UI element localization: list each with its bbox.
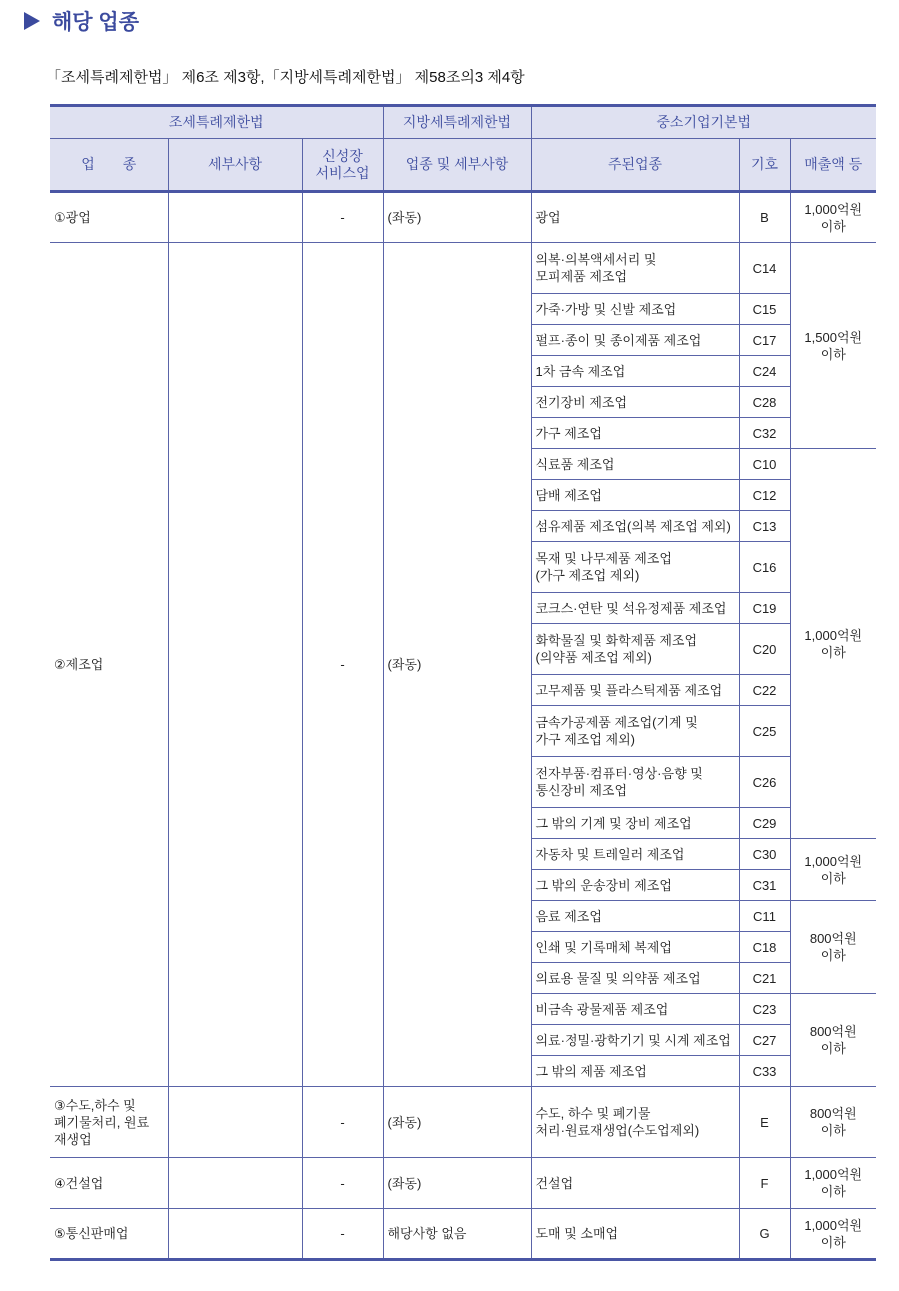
table-row (50, 192, 876, 243)
code-cell: C13 (739, 511, 790, 542)
sales-cell: 1,000억원 이하 (790, 1209, 876, 1260)
sales-cell: 1,000억원 이하 (790, 1158, 876, 1209)
triangle-bullet-icon (24, 12, 40, 30)
header-group-local: 지방세특례제한법 (383, 106, 531, 139)
main-industry-cell: 목재 및 나무제품 제조업 (가구 제조업 제외) (531, 542, 739, 593)
main-industry-cell: 가죽·가방 및 신발 제조업 (531, 294, 739, 325)
industry-cell: ④건설업 (50, 1158, 168, 1209)
main-industry-cell: 담배 제조업 (531, 480, 739, 511)
code-cell: F (739, 1158, 790, 1209)
detail-cell (168, 243, 302, 1087)
code-cell: G (739, 1209, 790, 1260)
header-local: 업종 및 세부사항 (383, 139, 531, 192)
header-sales: 매출액 등 (790, 139, 876, 192)
main-industry-cell: 의료용 물질 및 의약품 제조업 (531, 963, 739, 994)
sales-cell: 800억원 이하 (790, 994, 876, 1087)
detail-cell (168, 192, 302, 243)
main-industry-cell: 자동차 및 트레일러 제조업 (531, 839, 739, 870)
local-cell: (좌동) (383, 1087, 531, 1158)
detail-cell (168, 1209, 302, 1260)
code-cell: E (739, 1087, 790, 1158)
new-growth-cell: - (302, 1209, 383, 1260)
sales-cell: 800억원 이하 (790, 901, 876, 994)
main-industry-cell: 그 밖의 운송장비 제조업 (531, 870, 739, 901)
main-industry-cell: 1차 금속 제조업 (531, 356, 739, 387)
main-industry-cell: 가구 제조업 (531, 418, 739, 449)
section-title-text: 해당 업종 (52, 11, 139, 34)
sales-cell: 1,000억원 이하 (790, 839, 876, 901)
sales-cell: 1,000억원 이하 (790, 449, 876, 839)
main-industry-cell: 그 밖의 기계 및 장비 제조업 (531, 808, 739, 839)
code-cell: C10 (739, 449, 790, 480)
main-industry-cell: 화학물질 및 화학제품 제조업 (의약품 제조업 제외) (531, 624, 739, 675)
new-growth-cell: - (302, 192, 383, 243)
section-title (24, 6, 139, 36)
header-code: 기호 (739, 139, 790, 192)
code-cell: C18 (739, 932, 790, 963)
detail-cell (168, 1087, 302, 1158)
code-cell: C11 (739, 901, 790, 932)
main-industry-cell: 비금속 광물제품 제조업 (531, 994, 739, 1025)
main-industry-cell: 전기장비 제조업 (531, 387, 739, 418)
legal-basis: 「조세특례제한법」 제6조 제3항,「지방세특례제한법」 제58조의3 제4항 (46, 69, 525, 86)
code-cell: C27 (739, 1025, 790, 1056)
code-cell: C12 (739, 480, 790, 511)
header-detail: 세부사항 (168, 139, 302, 192)
main-industry-cell: 광업 (531, 192, 739, 243)
code-cell: C21 (739, 963, 790, 994)
code-cell: C29 (739, 808, 790, 839)
header-group-sme: 중소기업기본법 (531, 106, 876, 139)
code-cell: C33 (739, 1056, 790, 1087)
sales-cell: 1,500억원 이하 (790, 243, 876, 449)
table-row (50, 243, 876, 294)
code-cell: C26 (739, 757, 790, 808)
code-cell: C14 (739, 243, 790, 294)
main-industry-cell: 건설업 (531, 1158, 739, 1209)
main-industry-cell: 수도, 하수 및 폐기물 처리·원료재생업(수도업제외) (531, 1087, 739, 1158)
code-cell: C32 (739, 418, 790, 449)
new-growth-cell: - (302, 1087, 383, 1158)
local-cell: (좌동) (383, 1158, 531, 1209)
code-cell: C16 (739, 542, 790, 593)
main-industry-cell: 섬유제품 제조업(의복 제조업 제외) (531, 511, 739, 542)
industry-cell: ③수도,하수 및 폐기물처리, 원료 재생업 (50, 1087, 168, 1158)
code-cell: C15 (739, 294, 790, 325)
code-cell: C22 (739, 675, 790, 706)
industry-cell: ⑤통신판매업 (50, 1209, 168, 1260)
code-cell: C28 (739, 387, 790, 418)
code-cell: C19 (739, 593, 790, 624)
code-cell: C23 (739, 994, 790, 1025)
main-industry-cell: 그 밖의 제품 제조업 (531, 1056, 739, 1087)
new-growth-cell: - (302, 243, 383, 1087)
main-industry-cell: 펄프·종이 및 종이제품 제조업 (531, 325, 739, 356)
code-cell: C17 (739, 325, 790, 356)
table-row (50, 1209, 876, 1260)
industry-cell: ①광업 (50, 192, 168, 243)
local-cell: (좌동) (383, 192, 531, 243)
main-industry-cell: 금속가공제품 제조업(기계 및 가구 제조업 제외) (531, 706, 739, 757)
main-industry-cell: 음료 제조업 (531, 901, 739, 932)
detail-cell (168, 1158, 302, 1209)
main-industry-cell: 전자부품·컴퓨터·영상·음향 및 통신장비 제조업 (531, 757, 739, 808)
header-main: 주된업종 (531, 139, 739, 192)
header-group-tax: 조세특례제한법 (50, 106, 383, 139)
main-industry-cell: 고무제품 및 플라스틱제품 제조업 (531, 675, 739, 706)
main-industry-cell: 식료품 제조업 (531, 449, 739, 480)
code-cell: C20 (739, 624, 790, 675)
main-industry-cell: 인쇄 및 기록매체 복제업 (531, 932, 739, 963)
table-row (50, 1087, 876, 1158)
main-industry-cell: 도매 및 소매업 (531, 1209, 739, 1260)
table-row (50, 1158, 876, 1209)
code-cell: B (739, 192, 790, 243)
main-industry-cell: 코크스·연탄 및 석유정제품 제조업 (531, 593, 739, 624)
main-industry-cell: 의복·의복액세서리 및 모피제품 제조업 (531, 243, 739, 294)
code-cell: C30 (739, 839, 790, 870)
main-industry-cell: 의료·정밀·광학기기 및 시계 제조업 (531, 1025, 739, 1056)
code-cell: C31 (739, 870, 790, 901)
sales-cell: 1,000억원 이하 (790, 192, 876, 243)
new-growth-cell: - (302, 1158, 383, 1209)
code-cell: C24 (739, 356, 790, 387)
header-industry: 업 종 (50, 139, 168, 192)
industry-cell: ②제조업 (50, 243, 168, 1087)
local-cell: 해당사항 없음 (383, 1209, 531, 1260)
industry-table (50, 104, 876, 1261)
sales-cell: 800억원 이하 (790, 1087, 876, 1158)
code-cell: C25 (739, 706, 790, 757)
header-new-growth: 신성장 서비스업 (302, 139, 383, 192)
local-cell: (좌동) (383, 243, 531, 1087)
